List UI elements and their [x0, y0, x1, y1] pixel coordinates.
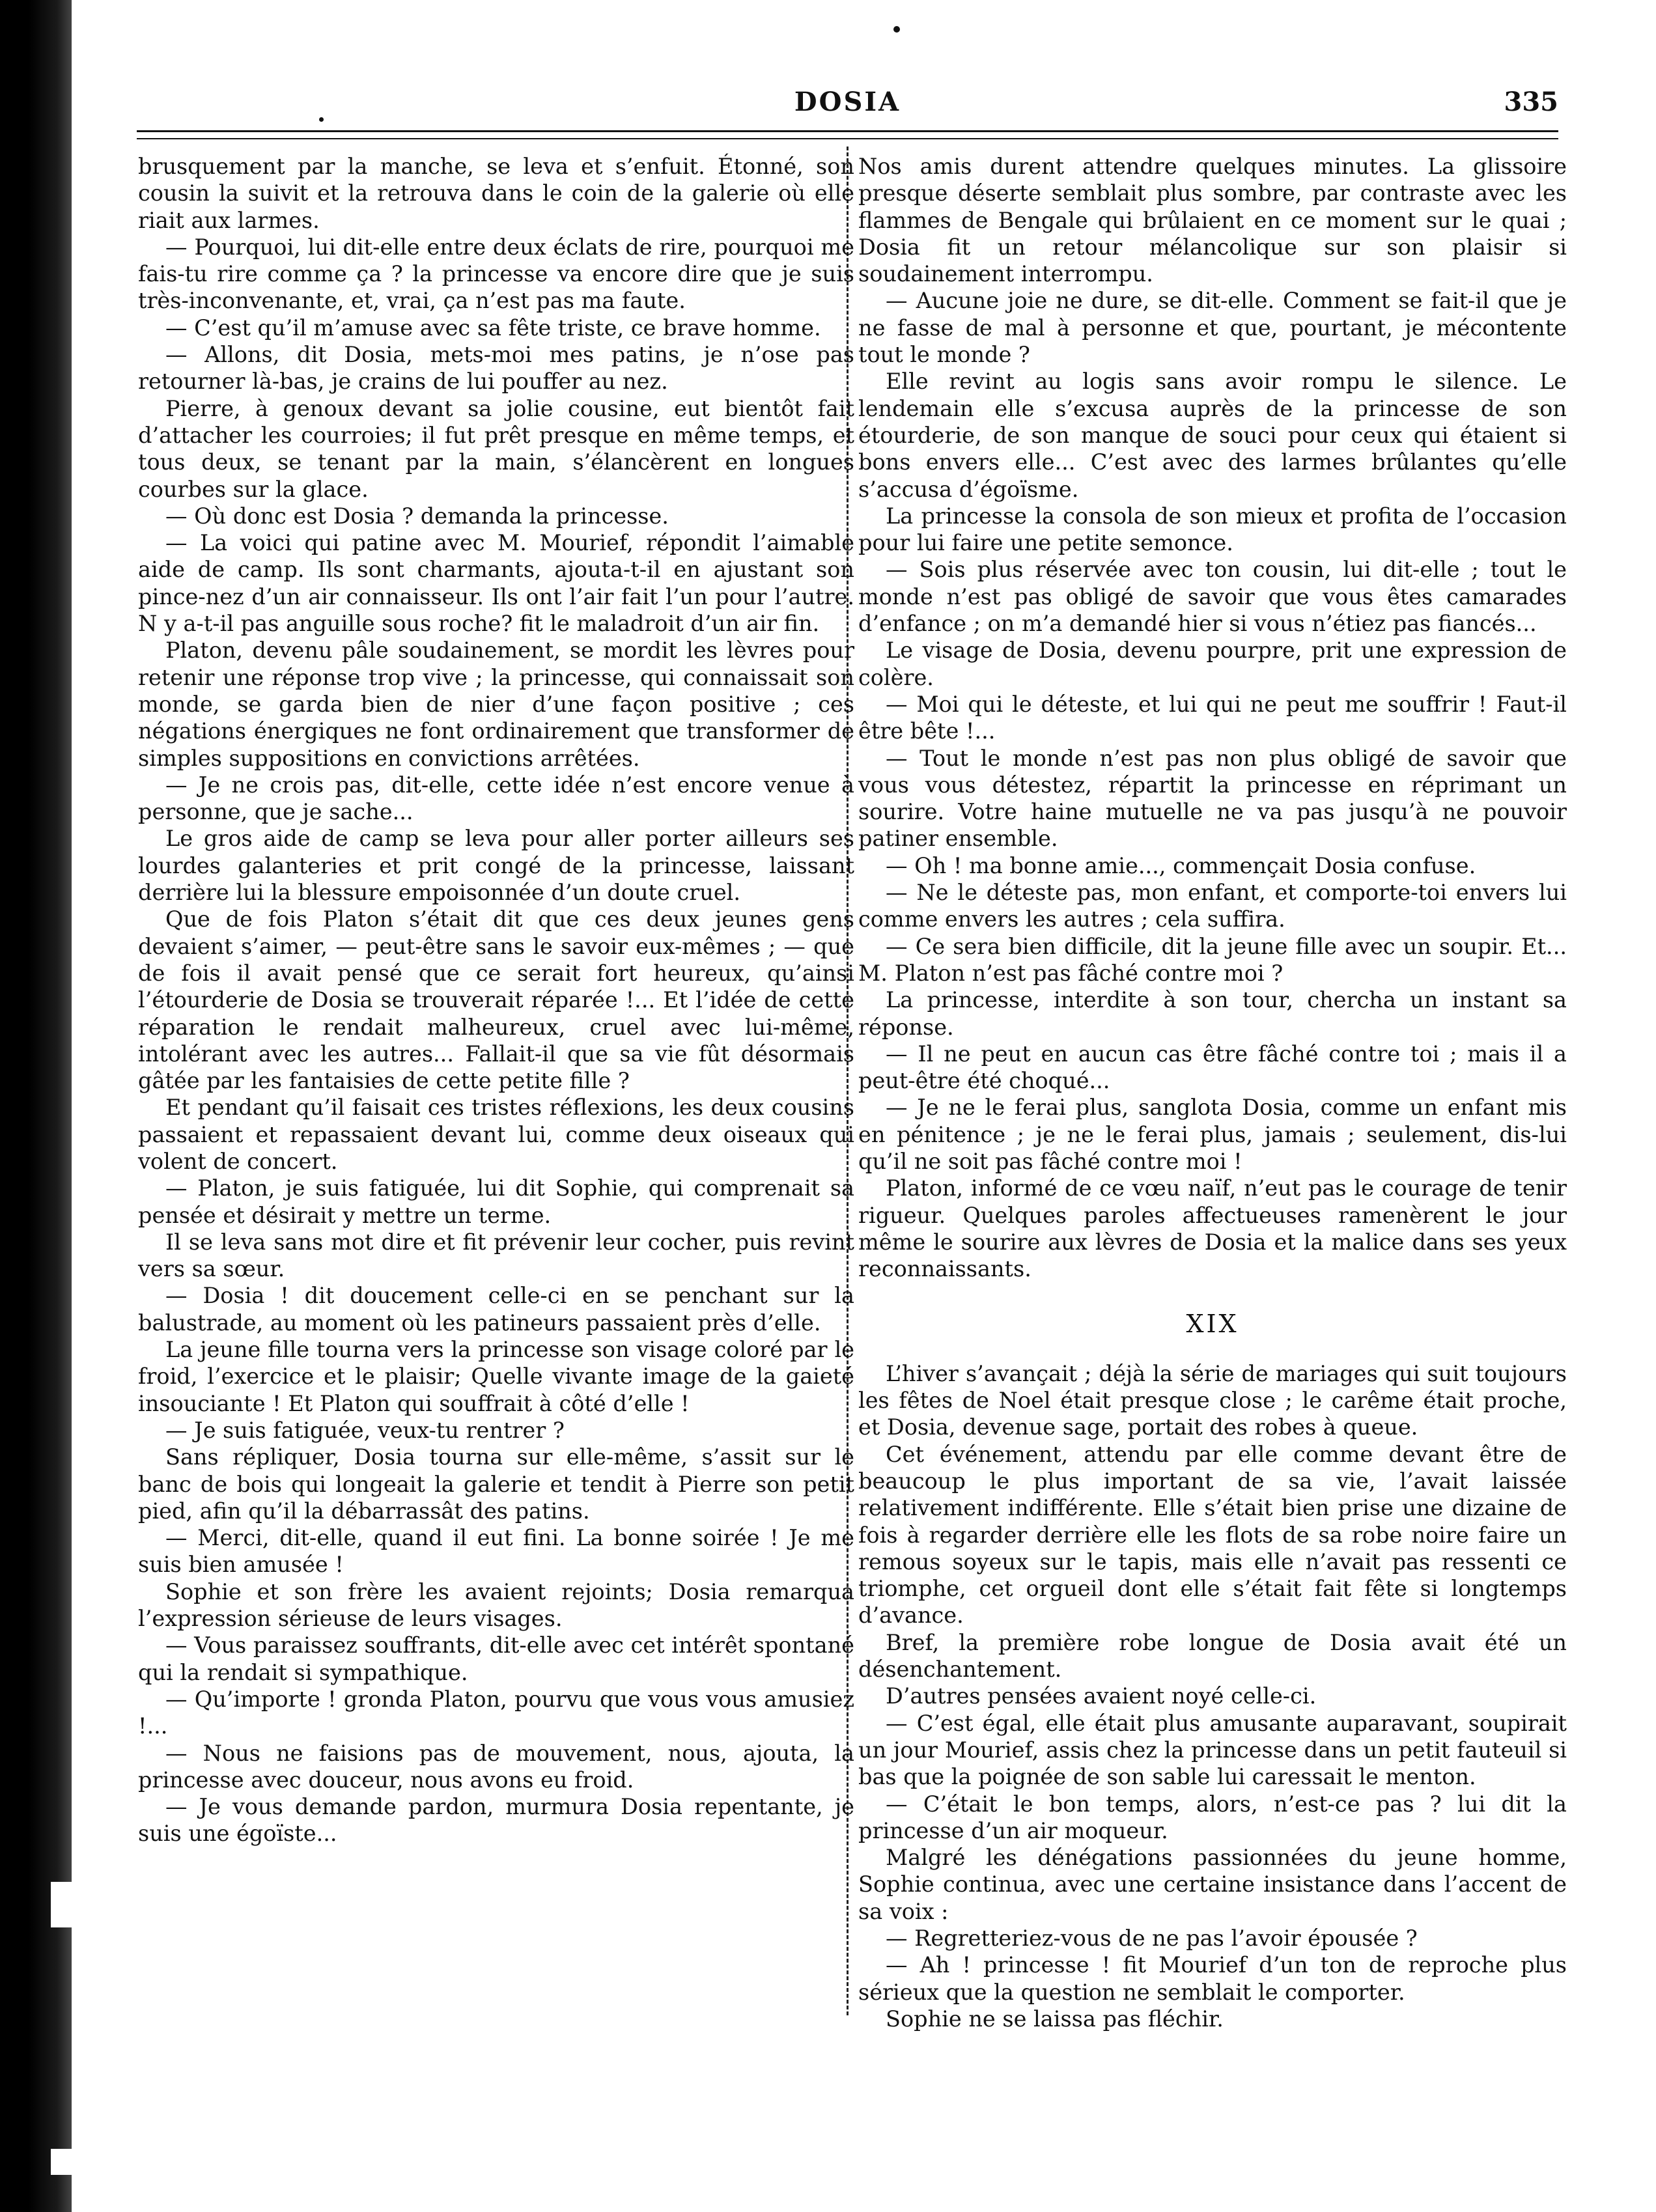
- book-spine-shadow: [0, 0, 72, 2212]
- paragraph: Elle revint au logis sans avoir rompu le silence. Le lendemain elle s’excusa auprès de la princesse de son étourderie, de son manque de souci pour ceux qui étaient si bons envers elle... C’est avec des larmes brûlantes qu’elle s’accusa d’égoïsme.: [858, 369, 1567, 502]
- left-column: [138, 153, 854, 1847]
- paragraph: L’hiver s’avançait ; déjà la série de mariages qui suit toujours les fêtes de Noel était presque close ; le carême était proche, et Dosia, devenue sage, portait des robes à queue.: [858, 1360, 1567, 1440]
- paragraph: — Dosia ! dit doucement celle-ci en se penchant sur la balustrade, au moment où les patineurs passaient près d’elle.: [138, 1283, 854, 1336]
- paragraph: — La voici qui patine avec M. Mourief, répondit l’aimable aide de camp. Ils sont charmants, ajouta-t-il en ajustant son pince-nez d’un air connaisseur. Ils ont l’air fait l’un pour l’autre. N y a-t-il pas anguille sous roche? fit le maladroit d’un air fin.: [138, 530, 854, 637]
- paragraph: — Merci, dit-elle, quand il eut fini. La bonne soirée ! Je me suis bien amusée !: [138, 1525, 854, 1578]
- paragraph: — Je ne crois pas, dit-elle, cette idée n’est encore venue à personne, que je sache...: [138, 772, 854, 825]
- paragraph: — Aucune joie ne dure, se dit-elle. Comment se fait-il que je ne fasse de mal à personne et que, pourtant, je mécontente tout le monde ?: [858, 288, 1567, 368]
- paragraph: Bref, la première robe longue de Dosia avait été un désenchantement.: [858, 1629, 1567, 1683]
- paragraph: — Allons, dit Dosia, mets-moi mes patins, je n’ose pas retourner là-bas, je crains de lui pouffer au nez.: [138, 342, 854, 395]
- paragraph: Et pendant qu’il faisait ces tristes réflexions, les deux cousins passaient et repassaient devant lui, comme deux oiseaux qui volent de concert.: [138, 1095, 854, 1174]
- paragraph: — Vous paraissez souffrants, dit-elle avec cet intérêt spontané qui la rendait si sympathique.: [138, 1632, 854, 1685]
- spine-nick: [51, 2149, 72, 2175]
- paragraph: — C’était le bon temps, alors, n’est-ce pas ? lui dit la princesse d’un air moqueur.: [858, 1791, 1567, 1843]
- paragraph: Que de fois Platon s’était dit que ces deux jeunes gens devaient s’aimer, — peut-être sans le savoir eux-mêmes ; — que de fois il avait pensé que ce serait fort heureux, qu’ainsi l’étourderie de Dosia se trouverait réparée !... Et l’idée de cette réparation le rendait malheureux, cruel avec lui-même, intolérant avec les autres... Fallait-il que sa vie fût désormais gâtée par les fantaisies de cette petite fille ?: [138, 906, 854, 1094]
- page-header: [137, 75, 1558, 127]
- page-number: 335: [1504, 87, 1558, 117]
- paragraph: — Qu’importe ! gronda Platon, pourvu que vous vous amusiez !...: [138, 1686, 854, 1739]
- right-column: [858, 153, 1567, 2032]
- paragraph: — Ah ! princesse ! fit Mourief d’un ton de reproche plus sérieux que la question ne semblait le comporter.: [858, 1952, 1567, 2005]
- paragraph: La princesse la consola de son mieux et profita de l’occasion pour lui faire une petite semonce.: [858, 503, 1567, 556]
- paragraph: — C’est égal, elle était plus amusante auparavant, soupirait un jour Mourief, assis chez la princesse dans un petit fauteuil si bas que la poignée de son sable lui caressait le menton.: [858, 1710, 1567, 1790]
- paragraph: — Il ne peut en aucun cas être fâché contre toi ; mais il a peut-être été choqué...: [858, 1041, 1567, 1094]
- paragraph: — Oh ! ma bonne amie..., commençait Dosia confuse.: [886, 852, 1476, 878]
- paragraph: — C’est qu’il m’amuse avec sa fête triste, ce brave homme.: [165, 315, 821, 341]
- paragraph: Le gros aide de camp se leva pour aller porter ailleurs ses lourdes galanteries et prit congé de la princesse, laissant derrière lui la blessure empoisonnée d’un doute cruel.: [138, 826, 854, 906]
- paragraph: Cet événement, attendu par elle comme devant être de beaucoup le plus important de sa vie, l’avait laissée relativement indifférente. Elle s’était bien prise une dizaine de fois à regarder derrière elle les flots de sa robe noire faire un remous soyeux sur le tapis, mais elle n’avait pas ressenti ce triomphe, cet orgueil dont elle s’était fait fête si longtemps d’avance.: [858, 1441, 1567, 1629]
- paragraph: La jeune fille tourna vers la princesse son visage coloré par le froid, l’exercice et le plaisir; Quelle vivante image de la gaieté insouciante ! Et Platon qui souffrait à côté d’elle !: [138, 1337, 854, 1416]
- paragraph: Platon, devenu pâle soudainement, se mordit les lèvres pour retenir une réponse trop vive ; la princesse, qui connaissait son monde, se garda bien de nier d’une façon positive ; ces négations énergiques ne font ordinairement que transformer de simples suppositions en convictions arrêtées.: [138, 637, 854, 771]
- paragraph: — Pourquoi, lui dit-elle entre deux éclats de rire, pourquoi me fais-tu rire comme ça ? la princesse va encore dire que je suis très-inconvenante, et, vrai, ça n’est pas ma faute.: [138, 234, 854, 314]
- paragraph: D’autres pensées avaient noyé celle-ci.: [886, 1683, 1317, 1709]
- paragraph: Nos amis durent attendre quelques minutes. La glissoire presque déserte semblait plus sombre, par contraste avec les flammes de Bengale qui brûlaient en ce moment sur le quai ; Dosia fit un retour mélancolique sur son plaisir si soudainement interrompu.: [858, 154, 1567, 287]
- paragraph: — Où donc est Dosia ? demanda la princesse.: [165, 503, 669, 529]
- paragraph: — Moi qui le déteste, et lui qui ne peut me souffrir ! Faut-il être bête !...: [858, 691, 1567, 744]
- paragraph: La princesse, interdite à son tour, chercha un instant sa réponse.: [858, 987, 1567, 1040]
- paragraph: — Tout le monde n’est pas non plus obligé de savoir que vous vous détestez, répartit la princesse en réprimant un sourire. Votre haine mutuelle ne va pas jusqu’à ne pouvoir patiner ensemble.: [858, 745, 1567, 852]
- chapter-heading: XIX: [1186, 1309, 1239, 1339]
- paragraph: Platon, informé de ce vœu naïf, n’eut pas le courage de tenir rigueur. Quelques paroles affectueuses ramenèrent le jour même le sourire aux lèvres de Dosia et la malice dans ses yeux reconnaissants.: [858, 1175, 1567, 1282]
- paragraph: Il se leva sans mot dire et fit prévenir leur cocher, puis revint vers sa sœur.: [138, 1229, 854, 1282]
- speck: [893, 26, 900, 33]
- paragraph: — Je vous demande pardon, murmura Dosia repentante, je suis une égoïste...: [138, 1794, 854, 1847]
- paragraph: Malgré les dénégations passionnées du jeune homme, Sophie continua, avec une certaine insistance dans l’accent de sa voix :: [858, 1845, 1567, 1924]
- paragraph: Sans répliquer, Dosia tourna sur elle-même, s’assit sur le banc de bois qui longeait la galerie et tendit à Pierre son petit pied, afin qu’il la débarrassât des patins.: [138, 1444, 854, 1524]
- paragraph: — Ne le déteste pas, mon enfant, et comporte-toi envers lui comme envers les autres ; cela suffira.: [858, 880, 1567, 932]
- spine-nick: [51, 1882, 72, 1927]
- paragraph: Sophie et son frère les avaient rejoints; Dosia remarqua l’expression sérieuse de leurs visages.: [138, 1578, 854, 1632]
- header-rule: [137, 130, 1558, 132]
- paragraph: — Je ne le ferai plus, sanglota Dosia, comme un enfant mis en pénitence ; je ne le ferai plus, jamais ; seulement, dis-lui qu’il ne soit pas fâché contre moi !: [858, 1095, 1567, 1174]
- paragraph: Sophie ne se laissa pas fléchir.: [886, 2006, 1224, 2032]
- paragraph: — Je suis fatiguée, veux-tu rentrer ?: [165, 1417, 565, 1443]
- paragraph: Le visage de Dosia, devenu pourpre, prit une expression de colère.: [858, 637, 1567, 690]
- header-rule: [137, 138, 1558, 139]
- paragraph: — Platon, je suis fatiguée, lui dit Sophie, qui comprenait sa pensée et désirait y mettre un terme.: [138, 1175, 854, 1228]
- paragraph: — Regretteriez-vous de ne pas l’avoir épousée ?: [886, 1925, 1418, 1951]
- paragraph: Pierre, à genoux devant sa jolie cousine, eut bientôt fait d’attacher les courroies; il fut prêt presque en même temps, et tous deux, se tenant par la main, s’élancèrent en longues courbes sur la glace.: [138, 395, 854, 502]
- paragraph: brusquement par la manche, se leva et s’enfuit. Étonné, son cousin la suivit et la retrouva dans le coin de la galerie où elle riait aux larmes.: [138, 154, 854, 233]
- paragraph: — Nous ne faisions pas de mouvement, nous, ajouta, la princesse avec douceur, nous avons eu froid.: [138, 1740, 854, 1793]
- paragraph: — Ce sera bien difficile, dit la jeune fille avec un soupir. Et... M. Platon n’est pas fâché contre moi ?: [858, 933, 1567, 986]
- running-title: DOSIA: [794, 87, 901, 117]
- paragraph: — Sois plus réservée avec ton cousin, lui dit-elle ; tout le monde n’est pas obligé de savoir que vous êtes camarades d’enfance ; on m’a demandé hier si vous n’étiez pas fiancés...: [858, 557, 1567, 637]
